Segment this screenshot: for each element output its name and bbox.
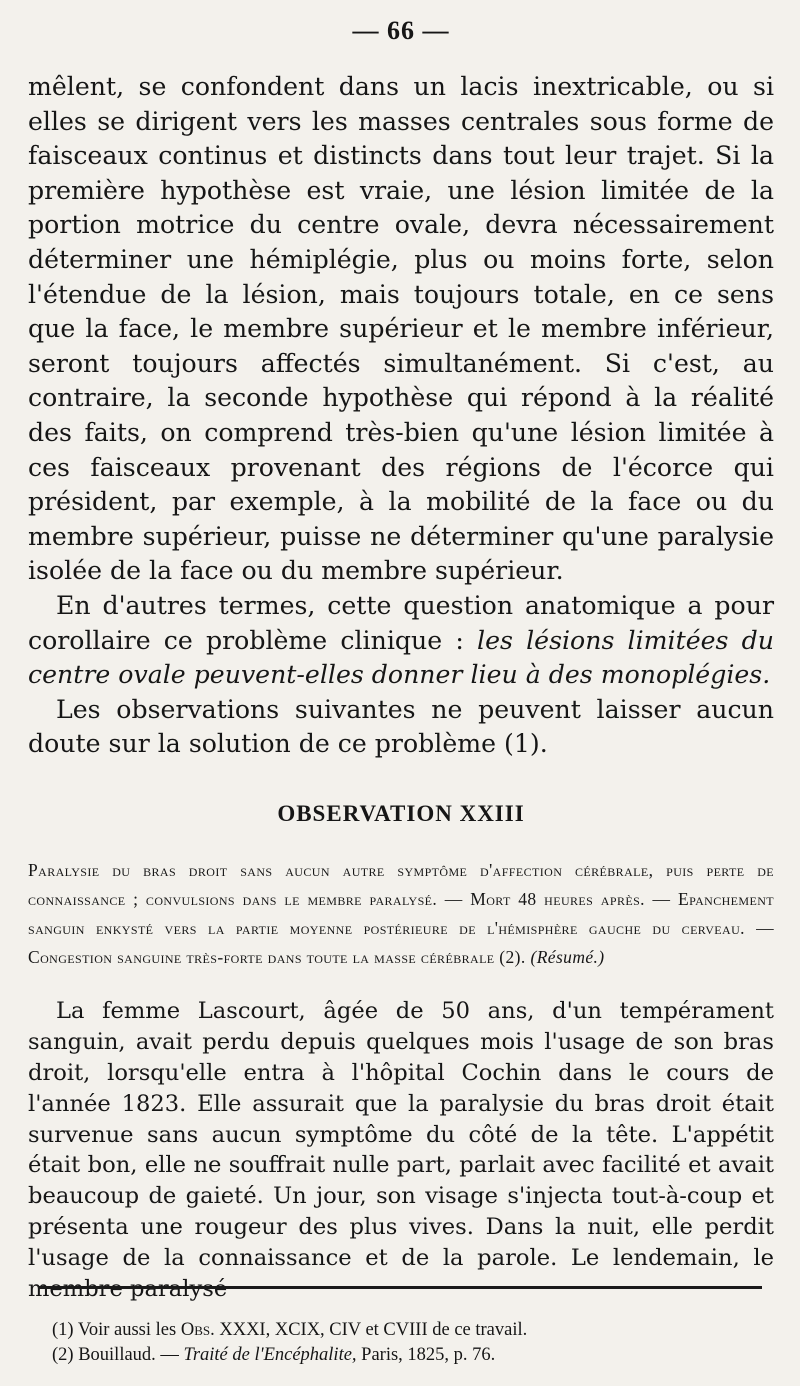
- body-text: [28, 70, 774, 762]
- footnote-1: [52, 1318, 760, 1343]
- footnote-2: [52, 1343, 760, 1368]
- footnote-divider: [38, 1286, 762, 1289]
- observation-title: OBSERVATION XXIII: [277, 800, 525, 826]
- paragraph-observations-intro: Les observations suivantes ne peuvent laisser aucun doute sur la solution de ce problème (1).: [28, 694, 774, 759]
- footnote-1-obs: Obs.: [180, 1320, 215, 1340]
- observation-summary-tag: (Résumé.): [530, 946, 605, 967]
- footnote-2-marker: (2) Bouillaud. —: [52, 1345, 179, 1365]
- paragraph-clinical-question-text: En d'autres termes, cette question anatomique a pour corollaire ce problème clinique :: [28, 590, 774, 655]
- observation-summary: [28, 856, 774, 972]
- footnote-2-rest: Paris, 1825, p. 76.: [361, 1345, 496, 1365]
- paragraph-clinical-question: [28, 589, 774, 693]
- page-number: — 66 —: [352, 16, 450, 45]
- observation-case-text: La femme Lascourt, âgée de 50 ans, d'un tempérament sanguin, avait perdu depuis quelques mois l'usage de son bras droit, lorsqu'elle entra à l'hôpital Cochin dans le cours de l'année 1823. Elle assurait que la paralysie du bras droit était survenue sans aucun symptôme du côté de la tête. L'appétit était bon, elle ne souffrait nulle part, parlait avec facilité et avait beaucoup de gaieté. Un jour, son visage s'injecta tout-à-coup et présenta une rougeur des plus vives. Dans la nuit, elle perdit l'usage de la connaissance et de la parole. Le lendemain, le membre paralysé: [28, 997, 774, 1303]
- footnote-2-title: Traité de l'Encéphalite,: [183, 1345, 357, 1365]
- clinical-question-italic: les lésions limitées du centre ovale peuvent-elles donner lieu à des monoplégies.: [28, 625, 775, 690]
- footnote-1-rest: XXXI, XCIX, CIV et CVIII de ce travail.: [219, 1320, 528, 1340]
- paragraph-hypotheses: mêlent, se confondent dans un lacis inextricable, ou si elles se dirigent vers les masses centrales sous forme de faisceaux continus et distincts dans tout leur trajet. Si la première hypothèse est vraie, une lésion limitée de la portion motrice du centre ovale, devra nécessairement déterminer une hémiplégie, plus ou moins forte, selon l'étendue de la lésion, mais toujours totale, en ce sens que la face, le membre supérieur et le membre inférieur, seront toujours affectés simultanément. Si c'est, au contraire, la seconde hypothèse qui répond à la réalité des faits, on comprend très-bien qu'une lésion limitée à ces faisceaux provenant des régions de l'écorce qui président, par exemple, à la mobilité de la face ou du membre supérieur, puisse ne déterminer qu'une paralysie isolée de la face ou du membre supérieur.: [28, 72, 774, 586]
- footnotes: [52, 1318, 760, 1368]
- observation-summary-text: Paralysie du bras droit sans aucun autre symptôme d'affection cérébrale, puis perte de connaissance ; convulsions dans le membre paralysé. — Mort 48 heures après. — Epanchement sanguin enkysté vers la partie moyenne postérieure de l'hémisphère gauche du cerveau. — Congestion sanguine très-forte dans toute la masse cérébrale (2).: [28, 859, 774, 967]
- footnote-1-marker: (1) Voir aussi les: [52, 1320, 177, 1340]
